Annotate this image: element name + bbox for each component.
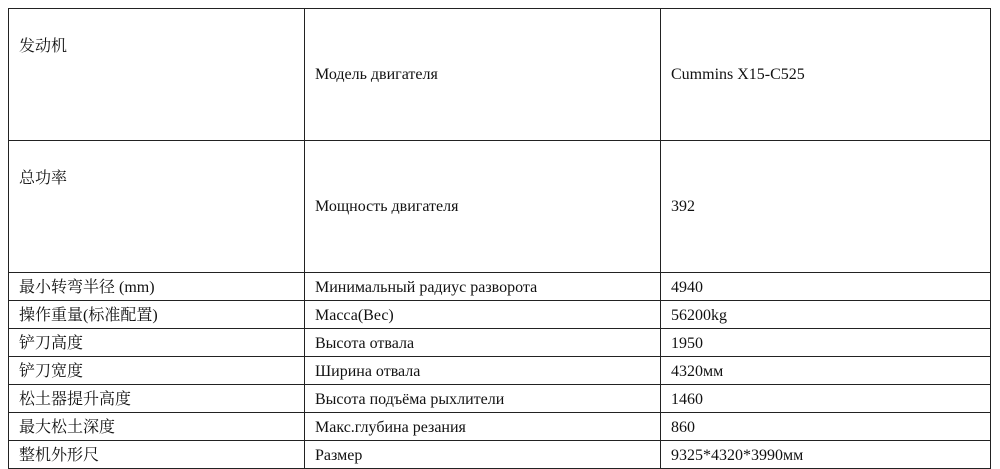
- cell-zh: 整机外形尺: [9, 441, 305, 469]
- cell-ru: Масса(Вес): [305, 301, 661, 329]
- cell-value: 1950: [661, 329, 991, 357]
- table-row: [9, 273, 991, 301]
- table-row: [9, 301, 991, 329]
- cell-value: 4320мм: [661, 357, 991, 385]
- cell-zh: 铲刀高度: [9, 329, 305, 357]
- cell-ru: Модель двигателя: [305, 9, 661, 141]
- cell-value: Cummins X15-C525: [661, 9, 991, 141]
- cell-value: 56200kg: [661, 301, 991, 329]
- table-row: [9, 329, 991, 357]
- cell-zh: 操作重量(标准配置): [9, 301, 305, 329]
- cell-ru: Высота отвала: [305, 329, 661, 357]
- cell-ru: Макс.глубина резания: [305, 413, 661, 441]
- cell-value: 4940: [661, 273, 991, 301]
- cell-ru: Минимальный радиус разворота: [305, 273, 661, 301]
- cell-value: 1460: [661, 385, 991, 413]
- table-row: [9, 141, 991, 273]
- cell-value: 9325*4320*3990мм: [661, 441, 991, 469]
- cell-zh: 松土器提升高度: [9, 385, 305, 413]
- spec-table: [8, 8, 991, 469]
- table-row: [9, 9, 991, 141]
- cell-ru: Мощность двигателя: [305, 141, 661, 273]
- cell-ru: Высота подъёма рыхлители: [305, 385, 661, 413]
- cell-value: 860: [661, 413, 991, 441]
- table-row: [9, 441, 991, 469]
- cell-value: 392: [661, 141, 991, 273]
- cell-zh: 总功率: [9, 141, 305, 273]
- table-row: [9, 357, 991, 385]
- cell-ru: Размер: [305, 441, 661, 469]
- table-row: [9, 385, 991, 413]
- cell-zh: 最大松土深度: [9, 413, 305, 441]
- cell-zh: 铲刀宽度: [9, 357, 305, 385]
- cell-ru: Ширина отвала: [305, 357, 661, 385]
- cell-zh: 最小转弯半径 (mm): [9, 273, 305, 301]
- table-row: [9, 413, 991, 441]
- cell-zh: 发动机: [9, 9, 305, 141]
